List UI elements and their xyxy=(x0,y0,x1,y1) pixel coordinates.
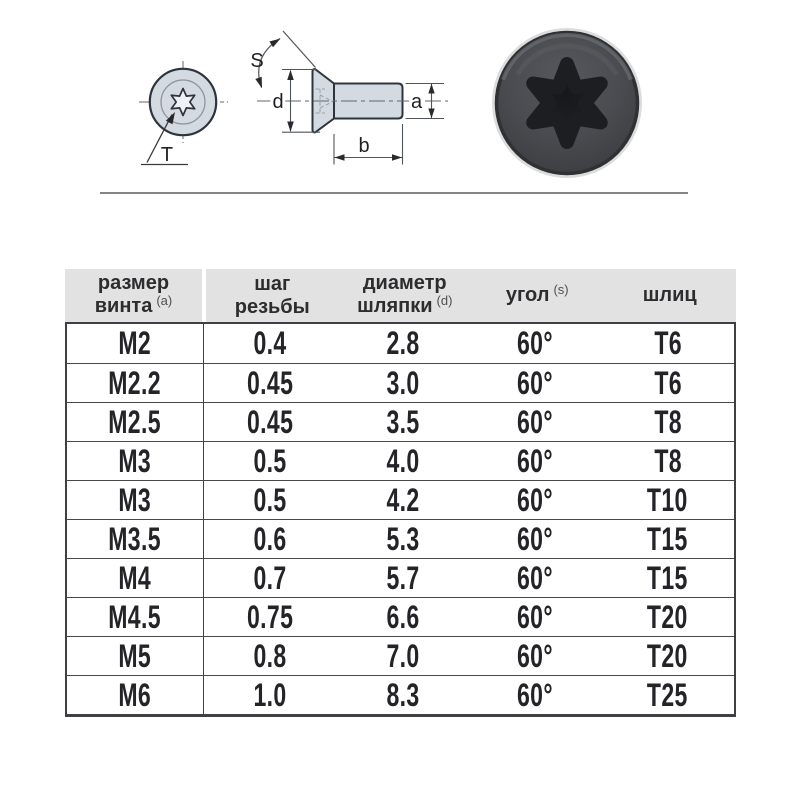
header-drive xyxy=(604,269,737,322)
angle-arrow-bottom xyxy=(255,77,262,89)
cell-head-diameter: 2.8 xyxy=(386,325,420,361)
header-pitch-top: шаг xyxy=(254,272,291,295)
cell-head-diameter: 7.0 xyxy=(386,637,420,674)
cell-head-diameter: 8.3 xyxy=(386,676,420,713)
length-b-label: b xyxy=(358,135,370,157)
cell-angle: 60° xyxy=(517,637,554,674)
cell-size: M4.5 xyxy=(67,598,204,636)
cell-pitch: 0.5 xyxy=(253,442,287,479)
header-head-diameter-top: диаметр xyxy=(362,272,447,294)
table-row xyxy=(67,597,734,636)
cell-drive: T6 xyxy=(653,364,682,401)
drive-t-label: T xyxy=(160,144,174,166)
table-body xyxy=(65,322,736,717)
cell-size: M2.2 xyxy=(67,364,204,402)
cell-angle: 60° xyxy=(517,364,554,401)
header-size-top: размер xyxy=(97,272,170,294)
cell-size: M6 xyxy=(67,676,204,714)
header-drive-line: шлиц xyxy=(642,284,697,306)
cell-pitch: 0.8 xyxy=(253,637,287,674)
cell-size: M3 xyxy=(67,442,204,480)
cell-angle: 60° xyxy=(517,559,554,596)
cell-angle: 60° xyxy=(517,442,554,479)
cell-head-diameter: 6.6 xyxy=(386,598,420,635)
cell-head-diameter: 3.5 xyxy=(386,403,420,440)
cell-angle: 60° xyxy=(517,520,554,557)
cell-angle: 60° xyxy=(517,325,554,361)
header-size-note: (a) xyxy=(156,293,173,308)
screw-side-view xyxy=(250,31,448,165)
cell-head-diameter: 5.7 xyxy=(386,559,420,596)
header-pitch xyxy=(206,269,339,322)
header-angle-line: угол $^{(s)}$ xyxy=(505,281,569,306)
cell-drive: T20 xyxy=(647,637,689,674)
cell-pitch: 0.75 xyxy=(247,598,294,635)
table-row xyxy=(67,441,734,480)
cell-size: M3.5 xyxy=(67,520,204,558)
head-diameter-d-label: d xyxy=(272,91,284,113)
cell-drive: T15 xyxy=(647,559,689,596)
header-size xyxy=(65,269,206,322)
table-row xyxy=(67,519,734,558)
screw-head-photo xyxy=(494,30,641,177)
cell-drive: T25 xyxy=(647,676,689,713)
cell-pitch: 0.5 xyxy=(253,481,287,518)
torx-top-view xyxy=(139,61,228,166)
header-angle xyxy=(471,269,604,322)
shank-diameter-a-label: a xyxy=(410,91,423,113)
cell-angle: 60° xyxy=(517,481,554,518)
cell-angle: 60° xyxy=(517,403,554,440)
cell-drive: T15 xyxy=(647,520,689,557)
cell-size: M2 xyxy=(67,324,204,363)
cell-drive: T20 xyxy=(647,598,689,635)
cell-drive: T10 xyxy=(647,481,689,518)
cell-head-diameter: 4.2 xyxy=(386,481,420,518)
cell-pitch: 0.4 xyxy=(253,325,287,361)
cell-pitch: 1.0 xyxy=(253,676,287,713)
cell-drive: T8 xyxy=(653,403,682,440)
table-row xyxy=(67,480,734,519)
header-head-diameter xyxy=(339,269,472,322)
cell-size: M5 xyxy=(67,637,204,675)
header-angle-note: (s) xyxy=(553,281,569,297)
table-row xyxy=(67,636,734,675)
cell-pitch: 0.45 xyxy=(247,364,294,401)
screw-spec-table xyxy=(65,269,736,717)
cell-size: M4 xyxy=(67,559,204,597)
dimension-b xyxy=(334,124,403,165)
header-head-diameter-note: (d) xyxy=(436,293,453,308)
cell-size: M2.5 xyxy=(67,403,204,441)
cell-head-diameter: 3.0 xyxy=(386,364,420,401)
table-row xyxy=(67,402,734,441)
table-row xyxy=(67,324,734,363)
angle-reference-line xyxy=(283,31,316,68)
header-size-bottom: винта $^{(a)}$ xyxy=(94,293,173,317)
cell-angle: 60° xyxy=(517,676,554,713)
cell-head-diameter: 4.0 xyxy=(386,442,420,479)
cell-size: M3 xyxy=(67,481,204,519)
table-header-row xyxy=(65,269,736,322)
cell-angle: 60° xyxy=(517,598,554,635)
cell-pitch: 0.7 xyxy=(253,559,287,596)
header-head-diameter-bottom: шляпки $^{(d)}$ xyxy=(357,293,453,317)
cell-pitch: 0.6 xyxy=(253,520,287,557)
cell-pitch: 0.45 xyxy=(247,403,294,440)
cell-head-diameter: 5.3 xyxy=(386,520,420,557)
table-row xyxy=(67,675,734,714)
cell-drive: T6 xyxy=(653,325,682,361)
cell-drive: T8 xyxy=(653,442,682,479)
screw-technical-drawing xyxy=(0,0,800,240)
table-row xyxy=(67,558,734,597)
table-row xyxy=(67,363,734,402)
angle-s-label: S xyxy=(250,50,264,72)
header-pitch-bottom: резьбы xyxy=(234,295,310,318)
